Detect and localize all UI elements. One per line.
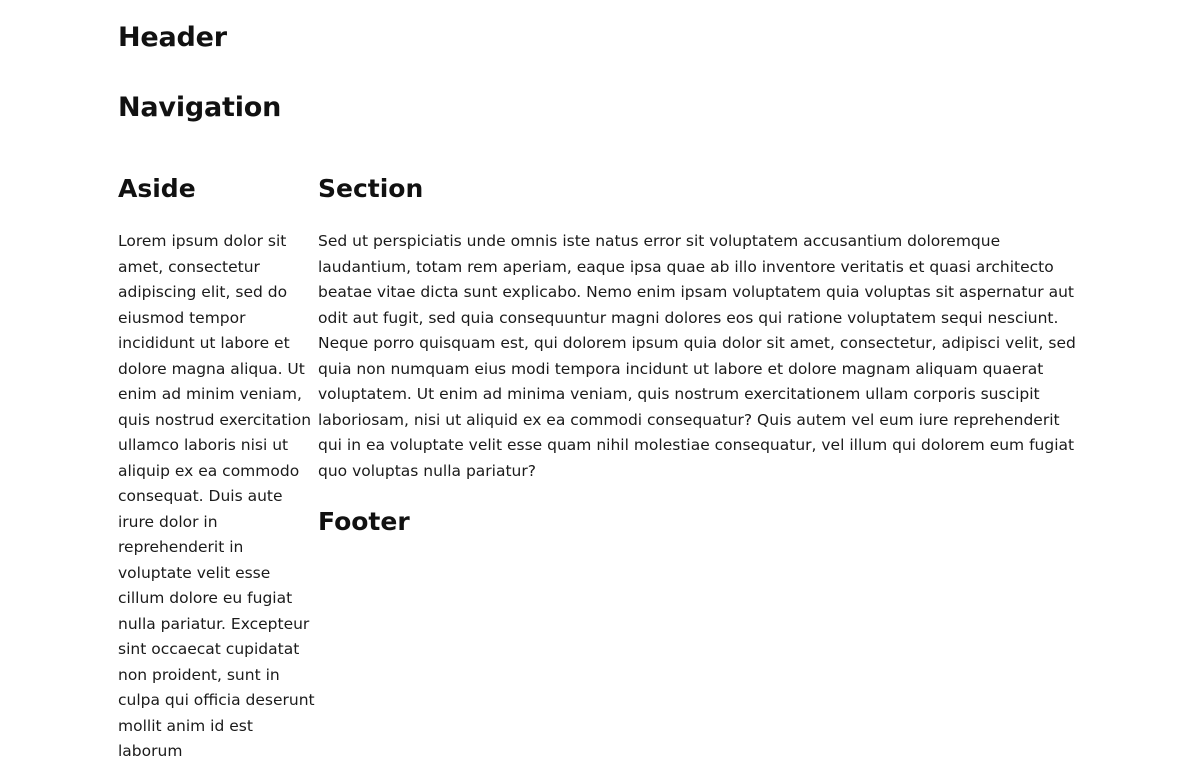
section-paragraph: Sed ut perspiciatis unde omnis iste natus error sit voluptatem accusantium doloremque laudantium, totam rem aperiam, eaque ipsa quae ab illo inventore veritatis et quasi architecto beatae vitae dicta sunt explicabo. Nemo enim ipsam voluptatem quia voluptas sit aspernatur aut odit aut fugit, sed quia consequuntur magni dolores eos qui ratione voluptatem sequi nesciunt. Neque porro quisquam est, qui dolorem ipsum quia dolor sit amet, consectetur, adipisci velit, sed quia non numquam eius modi tempora incidunt ut labore et dolore magnam aliquam quaerat voluptatem. Ut enim ad minima veniam, quis nostrum exercitationem ullam corporis suscipit laboriosam, nisi ut aliquid ex ea commodi consequatur? Quis autem vel eum iure reprehenderit qui in ea voluptate velit esse quam nihil molestiae consequatur, vel illum qui dolorem eum fugiat quo voluptas nulla pariatur? xyxy=(318,232,1076,480)
header-title: Header xyxy=(118,22,227,53)
section-title: Section xyxy=(318,173,424,203)
footer-title: Footer xyxy=(318,507,410,537)
navigation-title: Navigation xyxy=(118,92,282,124)
aside-title: Aside xyxy=(118,173,196,203)
page-footer xyxy=(318,508,1086,536)
section-column xyxy=(318,175,1086,536)
aside-paragraph: Lorem ipsum dolor sit amet, consectetur adipiscing elit, sed do eiusmod tempor incididunt ut labore et dolore magna aliqua. Ut enim ad minim veniam, quis nostrud exercitation ullamco laboris nisi ut aliquip ex ea commodo consequat. Duis aute irure dolor in reprehenderit in voluptate velit esse cillum dolore eu fugiat nulla pariatur. Excepteur sint occaecat cupidatat non proident, sunt in culpa qui officia deserunt mollit anim id est laborum xyxy=(118,232,315,761)
aside-column xyxy=(118,175,318,765)
page-header xyxy=(118,22,1199,54)
content-columns xyxy=(118,175,1199,765)
page-navigation[interactable] xyxy=(118,92,1199,124)
